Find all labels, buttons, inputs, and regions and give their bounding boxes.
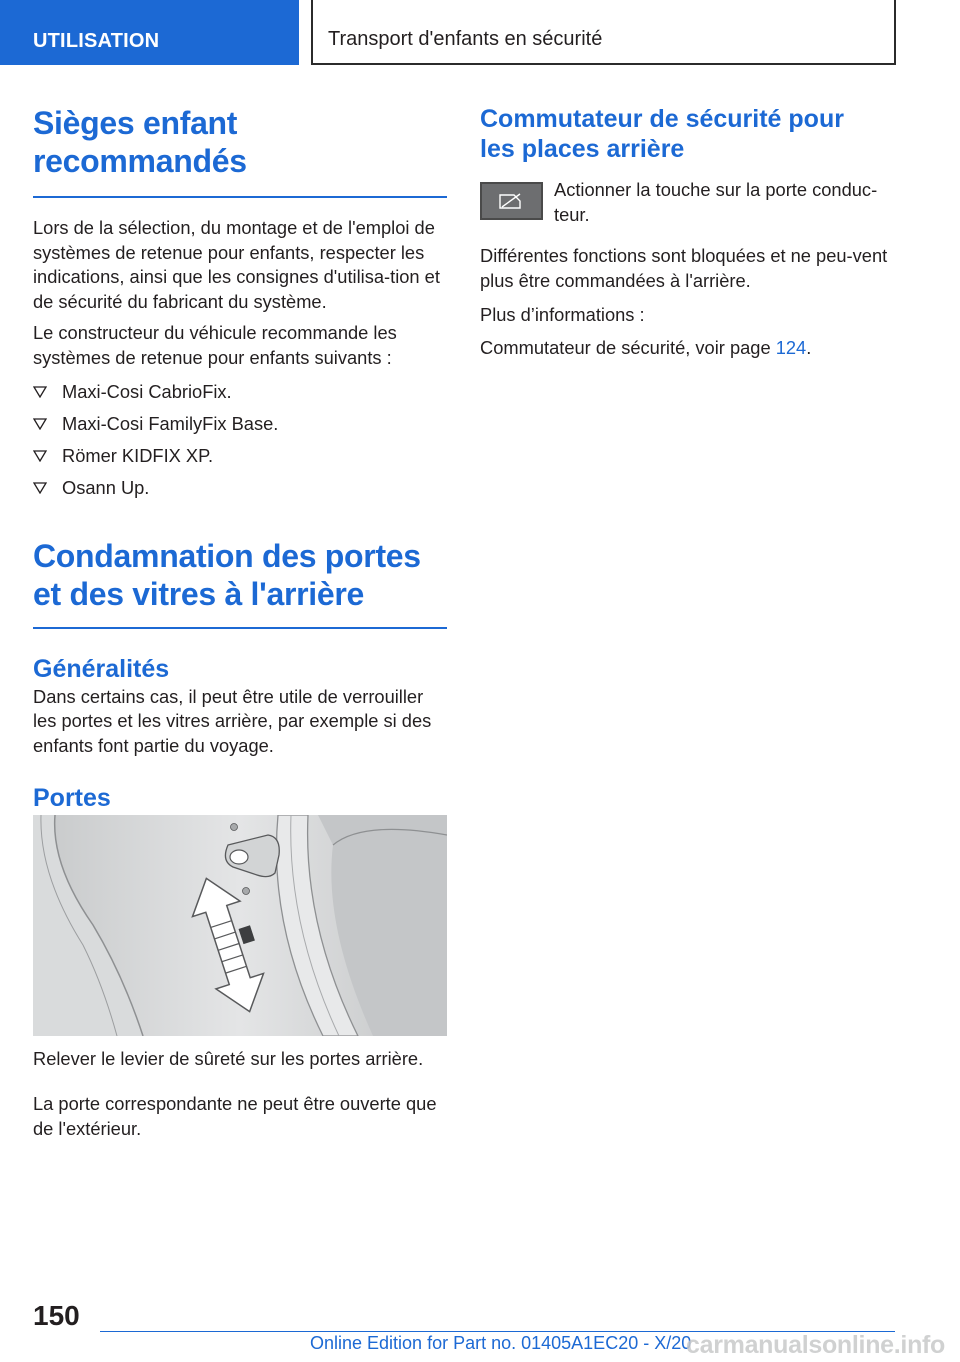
triangle-bullet-icon [33,482,47,494]
triangle-bullet-icon [33,418,47,430]
header-title: Transport d'enfants en sécurité [328,28,603,50]
triangle-bullet-icon [33,450,47,462]
list-item: Osann Up. [33,476,447,501]
header-title-box [311,0,896,65]
heading-doors: Portes [33,784,111,812]
seats-list [33,380,447,501]
triangle-bullet-icon [33,386,47,398]
heading-general: Généralités [33,654,170,683]
paragraph-general: Dans certains cas, il peut être utile de verrouiller les portes et les vitres arrière, par exemple si des enfants font partie du voyage. [33,685,432,756]
list-item: Römer KIDFIX XP. [33,444,447,469]
footer-edition: Online Edition for Part no. 01405A1EC20 - X/20 [310,1333,692,1353]
left-column [33,104,447,814]
page-reference-link[interactable]: 124 [775,337,807,358]
paragraph-more-info: Plus d’informations : [480,304,645,325]
heading-safety-switch: Commutateur de sécurité pour les places arrière [480,105,844,163]
right-column [480,104,895,358]
watermark: carmanualsonline.info [686,1331,946,1359]
heading-rule [33,627,447,629]
header-section-label: UTILISATION [33,30,160,52]
window-lock-button-icon [480,182,543,220]
door-lock-drawing [33,815,447,1036]
heading-door-window-lock: Condamnation des portes et des vitres à l'arrière [33,537,421,612]
paragraph-seats-recommend: Le constructeur du véhicule recommande les systèmes de retenue pour enfants suivants : [33,322,397,368]
heading-recommended-seats: Sièges enfant recommandés [33,105,247,179]
header-section-tab [0,0,299,65]
paragraph-switch-functions: Différentes fonctions sont bloquées et ne peu-vent plus être commandées à l'arrière. [480,245,888,291]
paragraph-switch-action: Actionner la touche sur la porte conduc-teur. [554,179,878,225]
list-item: Maxi-Cosi CabrioFix. [33,380,447,405]
list-item: Maxi-Cosi FamilyFix Base. [33,412,447,437]
door-child-lock-illustration [33,815,447,1036]
paragraph-seats-intro: Lors de la sélection, du montage et de l'emploi de systèmes de retenue pour enfants, respecter les indications, ainsi que les consignes d'utilisa-tion et de sécurité du fabricant du système. [33,217,440,312]
paragraph-doors-outside: La porte correspondante ne peut être ouverte que de l'extérieur. [33,1093,437,1139]
heading-rule [33,196,447,198]
paragraph-doors-lever: Relever le levier de sûreté sur les portes arrière. [33,1048,424,1069]
paragraph-page-reference: Commutateur de sécurité, voir page 124. [480,337,812,358]
page-number: 150 [33,1300,80,1331]
